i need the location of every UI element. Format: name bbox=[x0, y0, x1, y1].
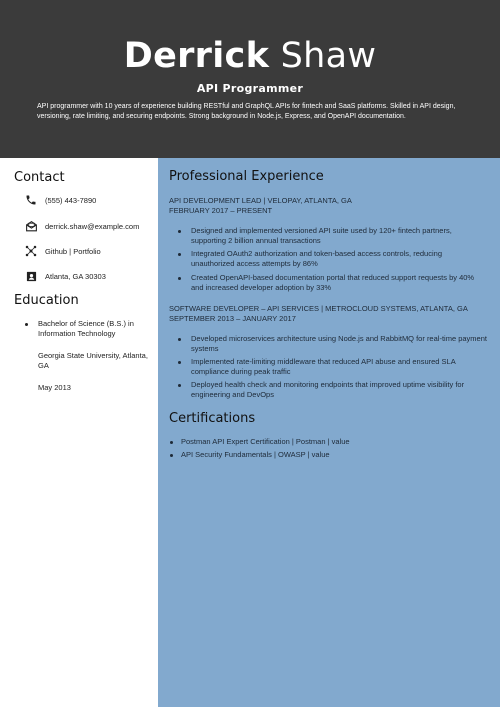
contact-links[interactable] bbox=[24, 243, 101, 259]
contact-phone bbox=[24, 192, 97, 208]
contact-email[interactable] bbox=[24, 218, 140, 234]
job-dates: FEBRUARY 2017 – PRESENT bbox=[169, 206, 273, 215]
education-title: Education bbox=[14, 293, 79, 308]
bullet-dot bbox=[178, 361, 181, 364]
certifications-title: Certifications bbox=[169, 411, 256, 426]
job-heading: SOFTWARE DEVELOPER – API SERVICES | METROCLOUD SYSTEMS, ATLANTA, GA bbox=[169, 304, 468, 313]
contact-title: Contact bbox=[14, 170, 65, 185]
links-text[interactable]: Github | Portfolio bbox=[45, 246, 101, 256]
job-bullet: Integrated OAuth2 authorization and token-based access controls, reducing unauthorized access attempts by 86% bbox=[191, 249, 442, 268]
main-column bbox=[158, 158, 500, 707]
certification-item: Postman API Expert Certification | Postman | value bbox=[181, 437, 350, 446]
network-icon bbox=[24, 244, 38, 258]
job-bullet: Implemented rate-limiting middleware that reduced API abuse and ensured SLA compliance during peak traffic bbox=[191, 357, 456, 376]
first-name: Derrick bbox=[123, 36, 270, 76]
phone-text: (555) 443-7890 bbox=[45, 195, 97, 205]
email-icon bbox=[24, 219, 38, 233]
resume-header bbox=[0, 0, 500, 158]
job-bullet: Deployed health check and monitoring endpoints that improved uptime visibility for engineering and DevOps bbox=[191, 380, 465, 399]
location-text: Atlanta, GA 30303 bbox=[45, 271, 106, 281]
bullet-dot bbox=[178, 230, 181, 233]
job-bullet: Designed and implemented versioned API suite used by 120+ fintech partners, supporting 2 billion annual transactions bbox=[191, 226, 452, 245]
bullet-dot bbox=[178, 277, 181, 280]
education-degree: Bachelor of Science (B.S.) in Information Technology bbox=[38, 319, 134, 338]
education-date: May 2013 bbox=[38, 383, 71, 392]
bullet-dot bbox=[178, 384, 181, 387]
bullet-dot bbox=[178, 338, 181, 341]
phone-icon bbox=[24, 193, 38, 207]
bullet-dot bbox=[178, 253, 181, 256]
certification-item: API Security Fundamentals | OWASP | value bbox=[181, 450, 330, 459]
candidate-name bbox=[0, 36, 500, 76]
contact-location bbox=[24, 268, 106, 284]
sidebar bbox=[0, 158, 158, 707]
bullet-dot bbox=[170, 441, 173, 444]
experience-title: Professional Experience bbox=[169, 169, 324, 184]
education-bullet bbox=[25, 323, 28, 326]
job-title: API Programmer bbox=[196, 82, 304, 95]
email-text[interactable]: derrick.shaw@example.com bbox=[45, 221, 140, 231]
job-heading: API DEVELOPMENT LEAD | VELOPAY, ATLANTA, GA bbox=[169, 196, 352, 205]
id-card-icon bbox=[24, 269, 38, 283]
summary: API programmer with 10 years of experience building RESTful and GraphQL APIs for fintech and SaaS platforms. Skilled in API design, versioning, rate limiting, and securing endpoints. Strong background in Node.js, Express, and OpenAPI documentation. bbox=[37, 103, 456, 120]
job-dates: SEPTEMBER 2013 – JANUARY 2017 bbox=[169, 314, 296, 323]
education-school: Georgia State University, Atlanta, GA bbox=[38, 351, 148, 370]
bullet-dot bbox=[170, 454, 173, 457]
job-bullet: Created OpenAPI-based documentation portal that reduced support requests by 40% and increased developer adoption by 33% bbox=[191, 273, 475, 292]
last-name: Shaw bbox=[280, 36, 377, 76]
job-bullet: Developed microservices architecture using Node.js and RabbitMQ for real-time payment systems bbox=[191, 334, 487, 353]
